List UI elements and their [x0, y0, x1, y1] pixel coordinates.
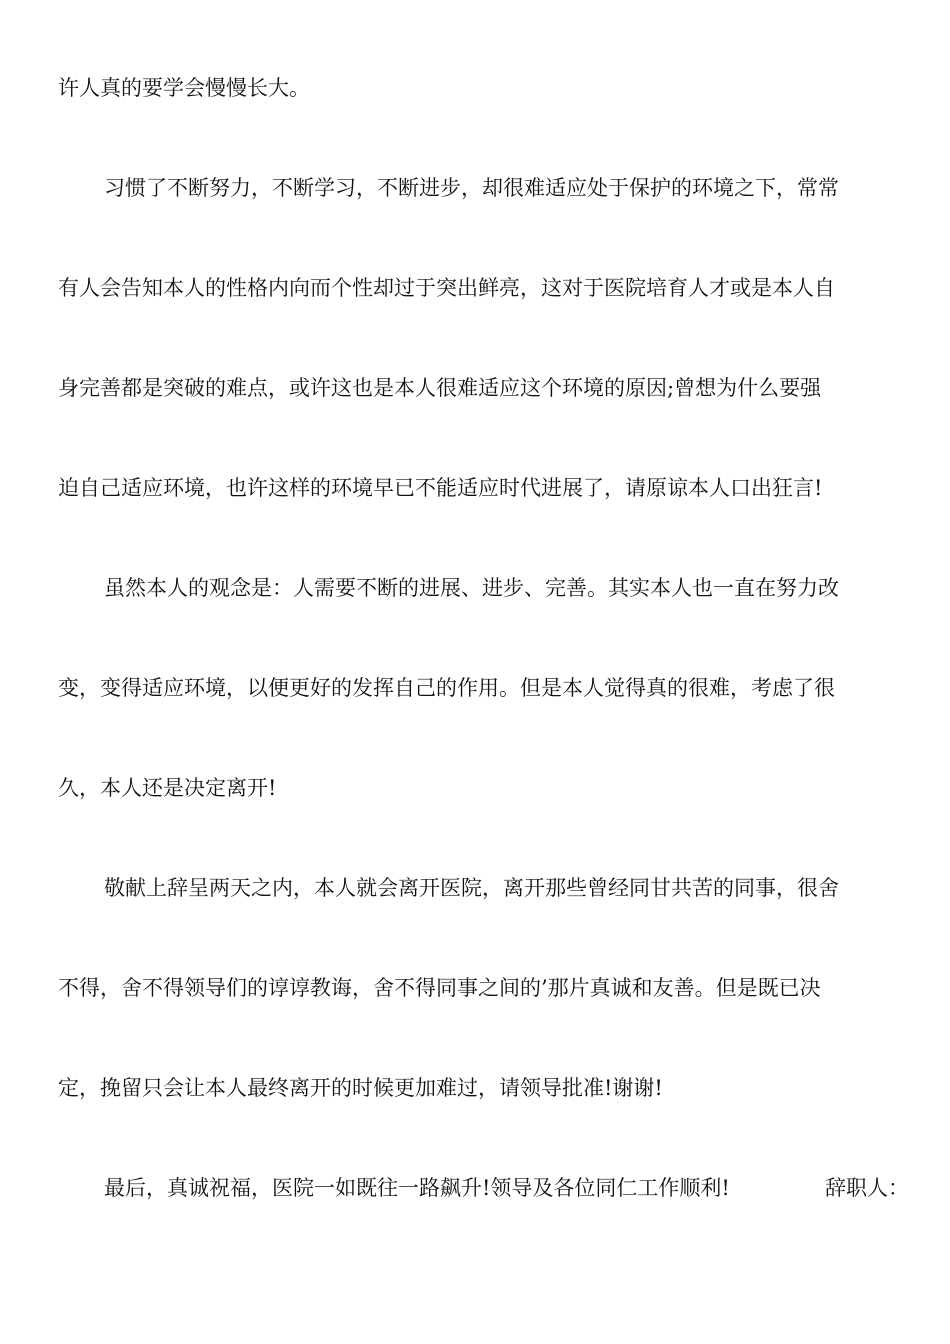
text-line: 久，本人还是决定离开!: [58, 776, 277, 800]
paragraph-start-line: 习惯了不断努力，不断学习，不断进步，却很难适应处于保护的环境之下，常常: [104, 176, 839, 200]
paragraph-start-line: 虽然本人的观念是：人需要不断的进展、进步、完善。其实本人也一直在努力改: [104, 576, 839, 600]
signature-label: 辞职人：: [825, 1176, 909, 1200]
text-line: 变，变得适应环境，以便更好的发挥自己的作用。但是本人觉得真的很难，考虑了很: [58, 676, 835, 700]
text-line: 有人会告知本人的性格内向而个性却过于突出鲜亮，这对于医院培育人才或是本人自: [58, 276, 835, 300]
text-line: 不得，舍不得领导们的谆谆教诲，舍不得同事之间的’那片真诚和友善。但是既已决: [58, 976, 821, 1000]
paragraph-start-line: 敬献上辞呈两天之内，本人就会离开医院，离开那些曾经同甘共苦的同事，很舍: [104, 876, 839, 900]
text-line: 身完善都是突破的难点，或许这也是本人很难适应这个环境的原因;曾想为什么要强: [58, 376, 822, 400]
text-line: 许人真的要学会慢慢长大。: [58, 76, 310, 100]
text-line: 迫自己适应环境，也许这样的环境早已不能适应时代进展了，请原谅本人口出狂言!: [58, 476, 823, 500]
text-line: 定，挽留只会让本人最终离开的时候更加难过，请领导批准!谢谢!: [58, 1076, 663, 1100]
paragraph-start-line: 最后，真诚祝福，医院一如既往一路飙升!领导及各位同仁工作顺利!: [104, 1176, 730, 1200]
